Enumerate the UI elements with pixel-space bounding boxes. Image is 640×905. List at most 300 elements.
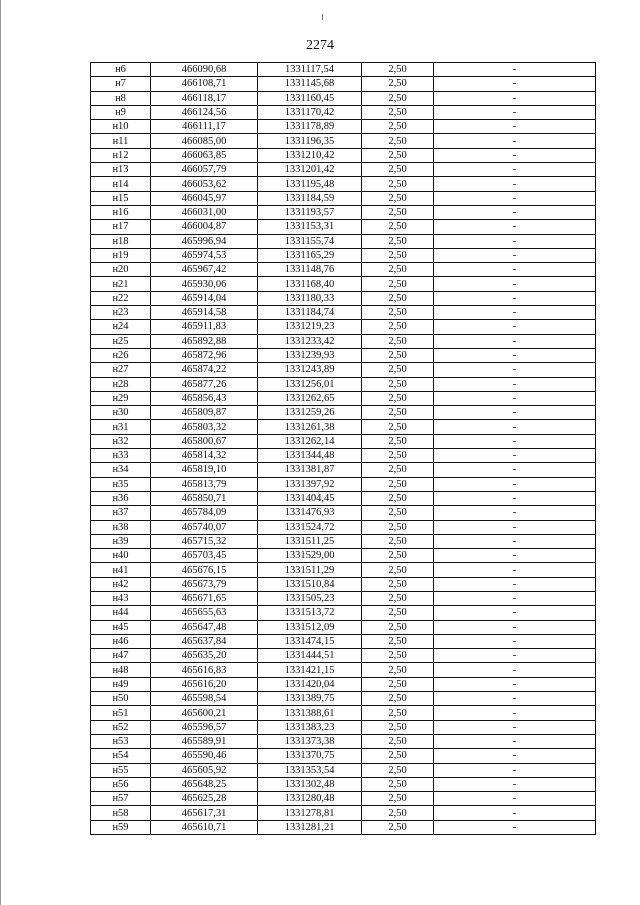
- x-coordinate-cell: 465655,63: [151, 606, 258, 620]
- point-id-cell: н13: [91, 163, 151, 177]
- y-coordinate-cell: 1331421,15: [258, 663, 362, 677]
- table-row: [91, 506, 596, 520]
- accuracy-cell: 2,50: [362, 677, 434, 691]
- point-id-cell: н30: [91, 406, 151, 420]
- x-coordinate-cell: 465784,09: [151, 506, 258, 520]
- description-cell: -: [434, 148, 596, 162]
- x-coordinate-cell: 465598,54: [151, 692, 258, 706]
- x-coordinate-cell: 465874,22: [151, 363, 258, 377]
- x-coordinate-cell: 465676,15: [151, 563, 258, 577]
- accuracy-cell: 2,50: [362, 491, 434, 505]
- description-cell: -: [434, 649, 596, 663]
- y-coordinate-cell: 1331193,57: [258, 205, 362, 219]
- y-coordinate-cell: 1331505,23: [258, 591, 362, 605]
- description-cell: -: [434, 134, 596, 148]
- accuracy-cell: 2,50: [362, 277, 434, 291]
- y-coordinate-cell: 1331148,76: [258, 263, 362, 277]
- x-coordinate-cell: 465703,45: [151, 549, 258, 563]
- description-cell: -: [434, 491, 596, 505]
- point-id-cell: н57: [91, 792, 151, 806]
- point-id-cell: н12: [91, 148, 151, 162]
- x-coordinate-cell: 466045,97: [151, 191, 258, 205]
- table-row: [91, 463, 596, 477]
- y-coordinate-cell: 1331373,38: [258, 734, 362, 748]
- x-coordinate-cell: 466085,00: [151, 134, 258, 148]
- accuracy-cell: 2,50: [362, 534, 434, 548]
- point-id-cell: н56: [91, 777, 151, 791]
- y-coordinate-cell: 1331262,65: [258, 391, 362, 405]
- accuracy-cell: 2,50: [362, 205, 434, 219]
- table-row: [91, 777, 596, 791]
- y-coordinate-cell: 1331117,54: [258, 63, 362, 77]
- x-coordinate-cell: 465616,83: [151, 663, 258, 677]
- y-coordinate-cell: 1331243,89: [258, 363, 362, 377]
- point-id-cell: н47: [91, 649, 151, 663]
- table-row: [91, 792, 596, 806]
- y-coordinate-cell: 1331219,23: [258, 320, 362, 334]
- description-cell: -: [434, 606, 596, 620]
- description-cell: -: [434, 205, 596, 219]
- x-coordinate-cell: 465637,84: [151, 634, 258, 648]
- description-cell: -: [434, 449, 596, 463]
- point-id-cell: н39: [91, 534, 151, 548]
- x-coordinate-cell: 466004,87: [151, 220, 258, 234]
- accuracy-cell: 2,50: [362, 820, 434, 834]
- accuracy-cell: 2,50: [362, 291, 434, 305]
- y-coordinate-cell: 1331153,31: [258, 220, 362, 234]
- y-coordinate-cell: 1331184,74: [258, 306, 362, 320]
- accuracy-cell: 2,50: [362, 420, 434, 434]
- description-cell: -: [434, 577, 596, 591]
- point-id-cell: н23: [91, 306, 151, 320]
- x-coordinate-cell: 465590,46: [151, 749, 258, 763]
- x-coordinate-cell: 465877,26: [151, 377, 258, 391]
- description-cell: -: [434, 534, 596, 548]
- table-row: [91, 134, 596, 148]
- x-coordinate-cell: 465800,67: [151, 434, 258, 448]
- point-id-cell: н7: [91, 77, 151, 91]
- accuracy-cell: 2,50: [362, 377, 434, 391]
- accuracy-cell: 2,50: [362, 749, 434, 763]
- point-id-cell: н11: [91, 134, 151, 148]
- y-coordinate-cell: 1331404,45: [258, 491, 362, 505]
- x-coordinate-cell: 465914,58: [151, 306, 258, 320]
- y-coordinate-cell: 1331383,23: [258, 720, 362, 734]
- description-cell: -: [434, 91, 596, 105]
- description-cell: -: [434, 563, 596, 577]
- x-coordinate-cell: 465967,42: [151, 263, 258, 277]
- punch-mark: [322, 14, 323, 20]
- table-row: [91, 663, 596, 677]
- table-row: [91, 63, 596, 77]
- point-id-cell: н26: [91, 348, 151, 362]
- point-id-cell: н28: [91, 377, 151, 391]
- point-id-cell: н40: [91, 549, 151, 563]
- point-id-cell: н22: [91, 291, 151, 305]
- point-id-cell: н16: [91, 205, 151, 219]
- table-row: [91, 606, 596, 620]
- x-coordinate-cell: 465814,32: [151, 449, 258, 463]
- point-id-cell: н44: [91, 606, 151, 620]
- description-cell: -: [434, 420, 596, 434]
- x-coordinate-cell: 465600,21: [151, 706, 258, 720]
- table-row: [91, 563, 596, 577]
- point-id-cell: н59: [91, 820, 151, 834]
- point-id-cell: н29: [91, 391, 151, 405]
- table-row: [91, 334, 596, 348]
- y-coordinate-cell: 1331511,29: [258, 563, 362, 577]
- x-coordinate-cell: 465914,04: [151, 291, 258, 305]
- x-coordinate-cell: 465671,65: [151, 591, 258, 605]
- accuracy-cell: 2,50: [362, 306, 434, 320]
- x-coordinate-cell: 465872,96: [151, 348, 258, 362]
- accuracy-cell: 2,50: [362, 248, 434, 262]
- accuracy-cell: 2,50: [362, 792, 434, 806]
- point-id-cell: н37: [91, 506, 151, 520]
- point-id-cell: н43: [91, 591, 151, 605]
- table-row: [91, 677, 596, 691]
- x-coordinate-cell: 466053,62: [151, 177, 258, 191]
- description-cell: -: [434, 191, 596, 205]
- accuracy-cell: 2,50: [362, 77, 434, 91]
- accuracy-cell: 2,50: [362, 663, 434, 677]
- description-cell: -: [434, 334, 596, 348]
- table-row: [91, 806, 596, 820]
- description-cell: -: [434, 363, 596, 377]
- description-cell: -: [434, 749, 596, 763]
- point-id-cell: н49: [91, 677, 151, 691]
- accuracy-cell: 2,50: [362, 506, 434, 520]
- point-id-cell: н31: [91, 420, 151, 434]
- accuracy-cell: 2,50: [362, 692, 434, 706]
- description-cell: -: [434, 377, 596, 391]
- accuracy-cell: 2,50: [362, 520, 434, 534]
- description-cell: -: [434, 277, 596, 291]
- y-coordinate-cell: 1331512,09: [258, 620, 362, 634]
- table-row: [91, 734, 596, 748]
- x-coordinate-cell: 465605,92: [151, 763, 258, 777]
- point-id-cell: н32: [91, 434, 151, 448]
- accuracy-cell: 2,50: [362, 634, 434, 648]
- y-coordinate-cell: 1331256,01: [258, 377, 362, 391]
- description-cell: -: [434, 105, 596, 119]
- point-id-cell: н9: [91, 105, 151, 119]
- point-id-cell: н48: [91, 663, 151, 677]
- table-row: [91, 220, 596, 234]
- table-row: [91, 620, 596, 634]
- description-cell: -: [434, 820, 596, 834]
- description-cell: -: [434, 549, 596, 563]
- point-id-cell: н33: [91, 449, 151, 463]
- point-id-cell: н34: [91, 463, 151, 477]
- x-coordinate-cell: 466124,56: [151, 105, 258, 119]
- description-cell: -: [434, 620, 596, 634]
- accuracy-cell: 2,50: [362, 320, 434, 334]
- description-cell: -: [434, 591, 596, 605]
- point-id-cell: н17: [91, 220, 151, 234]
- description-cell: -: [434, 463, 596, 477]
- description-cell: -: [434, 506, 596, 520]
- table-row: [91, 377, 596, 391]
- accuracy-cell: 2,50: [362, 449, 434, 463]
- description-cell: -: [434, 220, 596, 234]
- table-row: [91, 434, 596, 448]
- x-coordinate-cell: 465616,20: [151, 677, 258, 691]
- y-coordinate-cell: 1331145,68: [258, 77, 362, 91]
- x-coordinate-cell: 465648,25: [151, 777, 258, 791]
- description-cell: -: [434, 263, 596, 277]
- description-cell: -: [434, 391, 596, 405]
- x-coordinate-cell: 465596,57: [151, 720, 258, 734]
- accuracy-cell: 2,50: [362, 649, 434, 663]
- accuracy-cell: 2,50: [362, 549, 434, 563]
- accuracy-cell: 2,50: [362, 148, 434, 162]
- accuracy-cell: 2,50: [362, 463, 434, 477]
- table-row: [91, 105, 596, 119]
- x-coordinate-cell: 466118,17: [151, 91, 258, 105]
- y-coordinate-cell: 1331155,74: [258, 234, 362, 248]
- x-coordinate-cell: 466090,68: [151, 63, 258, 77]
- point-id-cell: н10: [91, 120, 151, 134]
- y-coordinate-cell: 1331397,92: [258, 477, 362, 491]
- y-coordinate-cell: 1331381,87: [258, 463, 362, 477]
- table-row: [91, 706, 596, 720]
- accuracy-cell: 2,50: [362, 734, 434, 748]
- description-cell: -: [434, 120, 596, 134]
- point-id-cell: н20: [91, 263, 151, 277]
- description-cell: -: [434, 234, 596, 248]
- y-coordinate-cell: 1331353,54: [258, 763, 362, 777]
- table-row: [91, 163, 596, 177]
- x-coordinate-cell: 465856,43: [151, 391, 258, 405]
- x-coordinate-cell: 465803,32: [151, 420, 258, 434]
- accuracy-cell: 2,50: [362, 348, 434, 362]
- x-coordinate-cell: 465892,88: [151, 334, 258, 348]
- table-row: [91, 391, 596, 405]
- point-id-cell: н38: [91, 520, 151, 534]
- accuracy-cell: 2,50: [362, 406, 434, 420]
- table-row: [91, 634, 596, 648]
- page-number: 2274: [306, 38, 334, 53]
- accuracy-cell: 2,50: [362, 234, 434, 248]
- x-coordinate-cell: 465610,71: [151, 820, 258, 834]
- table-row: [91, 520, 596, 534]
- point-id-cell: н53: [91, 734, 151, 748]
- scan-edge-line: [0, 0, 1, 905]
- x-coordinate-cell: 465673,79: [151, 577, 258, 591]
- table-row: [91, 763, 596, 777]
- table-row: [91, 248, 596, 262]
- description-cell: -: [434, 348, 596, 362]
- y-coordinate-cell: 1331281,21: [258, 820, 362, 834]
- accuracy-cell: 2,50: [362, 163, 434, 177]
- description-cell: -: [434, 706, 596, 720]
- x-coordinate-cell: 465819,10: [151, 463, 258, 477]
- description-cell: -: [434, 663, 596, 677]
- x-coordinate-cell: 465740,07: [151, 520, 258, 534]
- description-cell: -: [434, 520, 596, 534]
- description-cell: -: [434, 477, 596, 491]
- description-cell: -: [434, 63, 596, 77]
- accuracy-cell: 2,50: [362, 577, 434, 591]
- description-cell: -: [434, 77, 596, 91]
- point-id-cell: н27: [91, 363, 151, 377]
- x-coordinate-cell: 465911,83: [151, 320, 258, 334]
- x-coordinate-cell: 465850,71: [151, 491, 258, 505]
- table-row: [91, 263, 596, 277]
- table-row: [91, 449, 596, 463]
- y-coordinate-cell: 1331184,59: [258, 191, 362, 205]
- description-cell: -: [434, 291, 596, 305]
- x-coordinate-cell: 466063,85: [151, 148, 258, 162]
- table-row: [91, 406, 596, 420]
- point-id-cell: н18: [91, 234, 151, 248]
- y-coordinate-cell: 1331261,38: [258, 420, 362, 434]
- table-row: [91, 820, 596, 834]
- accuracy-cell: 2,50: [362, 191, 434, 205]
- y-coordinate-cell: 1331302,48: [258, 777, 362, 791]
- point-id-cell: н58: [91, 806, 151, 820]
- y-coordinate-cell: 1331444,51: [258, 649, 362, 663]
- coordinates-table-body: [91, 63, 596, 835]
- x-coordinate-cell: 465813,79: [151, 477, 258, 491]
- table-row: [91, 120, 596, 134]
- table-row: [91, 205, 596, 219]
- accuracy-cell: 2,50: [362, 620, 434, 634]
- table-row: [91, 720, 596, 734]
- description-cell: -: [434, 734, 596, 748]
- y-coordinate-cell: 1331196,35: [258, 134, 362, 148]
- y-coordinate-cell: 1331511,25: [258, 534, 362, 548]
- x-coordinate-cell: 466031,00: [151, 205, 258, 219]
- accuracy-cell: 2,50: [362, 777, 434, 791]
- accuracy-cell: 2,50: [362, 105, 434, 119]
- point-id-cell: н21: [91, 277, 151, 291]
- accuracy-cell: 2,50: [362, 263, 434, 277]
- y-coordinate-cell: 1331262,14: [258, 434, 362, 448]
- description-cell: -: [434, 248, 596, 262]
- table-row: [91, 77, 596, 91]
- description-cell: -: [434, 320, 596, 334]
- x-coordinate-cell: 466108,71: [151, 77, 258, 91]
- point-id-cell: н46: [91, 634, 151, 648]
- coordinates-table: [90, 62, 596, 835]
- point-id-cell: н15: [91, 191, 151, 205]
- accuracy-cell: 2,50: [362, 391, 434, 405]
- y-coordinate-cell: 1331210,42: [258, 148, 362, 162]
- point-id-cell: н24: [91, 320, 151, 334]
- description-cell: -: [434, 306, 596, 320]
- accuracy-cell: 2,50: [362, 806, 434, 820]
- y-coordinate-cell: 1331239,93: [258, 348, 362, 362]
- accuracy-cell: 2,50: [362, 363, 434, 377]
- accuracy-cell: 2,50: [362, 606, 434, 620]
- table-row: [91, 148, 596, 162]
- table-row: [91, 320, 596, 334]
- table-row: [91, 577, 596, 591]
- x-coordinate-cell: 466111,17: [151, 120, 258, 134]
- description-cell: -: [434, 434, 596, 448]
- x-coordinate-cell: 465625,28: [151, 792, 258, 806]
- y-coordinate-cell: 1331233,42: [258, 334, 362, 348]
- accuracy-cell: 2,50: [362, 63, 434, 77]
- y-coordinate-cell: 1331344,48: [258, 449, 362, 463]
- description-cell: -: [434, 406, 596, 420]
- point-id-cell: н45: [91, 620, 151, 634]
- y-coordinate-cell: 1331388,61: [258, 706, 362, 720]
- y-coordinate-cell: 1331389,75: [258, 692, 362, 706]
- point-id-cell: н51: [91, 706, 151, 720]
- accuracy-cell: 2,50: [362, 434, 434, 448]
- accuracy-cell: 2,50: [362, 177, 434, 191]
- accuracy-cell: 2,50: [362, 720, 434, 734]
- y-coordinate-cell: 1331259,26: [258, 406, 362, 420]
- y-coordinate-cell: 1331280,48: [258, 792, 362, 806]
- point-id-cell: н36: [91, 491, 151, 505]
- description-cell: -: [434, 777, 596, 791]
- point-id-cell: н35: [91, 477, 151, 491]
- x-coordinate-cell: 465647,48: [151, 620, 258, 634]
- accuracy-cell: 2,50: [362, 763, 434, 777]
- table-row: [91, 191, 596, 205]
- table-row: [91, 291, 596, 305]
- y-coordinate-cell: 1331370,75: [258, 749, 362, 763]
- accuracy-cell: 2,50: [362, 334, 434, 348]
- table-row: [91, 306, 596, 320]
- table-row: [91, 348, 596, 362]
- point-id-cell: н14: [91, 177, 151, 191]
- table-row: [91, 649, 596, 663]
- description-cell: -: [434, 792, 596, 806]
- accuracy-cell: 2,50: [362, 120, 434, 134]
- y-coordinate-cell: 1331170,42: [258, 105, 362, 119]
- y-coordinate-cell: 1331524,72: [258, 520, 362, 534]
- y-coordinate-cell: 1331420,04: [258, 677, 362, 691]
- table-row: [91, 420, 596, 434]
- y-coordinate-cell: 1331160,45: [258, 91, 362, 105]
- description-cell: -: [434, 177, 596, 191]
- x-coordinate-cell: 465974,53: [151, 248, 258, 262]
- x-coordinate-cell: 465930,06: [151, 277, 258, 291]
- y-coordinate-cell: 1331168,40: [258, 277, 362, 291]
- accuracy-cell: 2,50: [362, 134, 434, 148]
- x-coordinate-cell: 465635,20: [151, 649, 258, 663]
- description-cell: -: [434, 677, 596, 691]
- point-id-cell: н8: [91, 91, 151, 105]
- description-cell: -: [434, 720, 596, 734]
- accuracy-cell: 2,50: [362, 591, 434, 605]
- x-coordinate-cell: 465589,91: [151, 734, 258, 748]
- table-row: [91, 91, 596, 105]
- table-row: [91, 477, 596, 491]
- description-cell: -: [434, 806, 596, 820]
- table-row: [91, 491, 596, 505]
- accuracy-cell: 2,50: [362, 477, 434, 491]
- point-id-cell: н41: [91, 563, 151, 577]
- table-row: [91, 277, 596, 291]
- y-coordinate-cell: 1331476,93: [258, 506, 362, 520]
- table-row: [91, 749, 596, 763]
- point-id-cell: н25: [91, 334, 151, 348]
- table-row: [91, 177, 596, 191]
- description-cell: -: [434, 163, 596, 177]
- point-id-cell: н50: [91, 692, 151, 706]
- accuracy-cell: 2,50: [362, 706, 434, 720]
- x-coordinate-cell: 465996,94: [151, 234, 258, 248]
- y-coordinate-cell: 1331201,42: [258, 163, 362, 177]
- y-coordinate-cell: 1331178,89: [258, 120, 362, 134]
- point-id-cell: н54: [91, 749, 151, 763]
